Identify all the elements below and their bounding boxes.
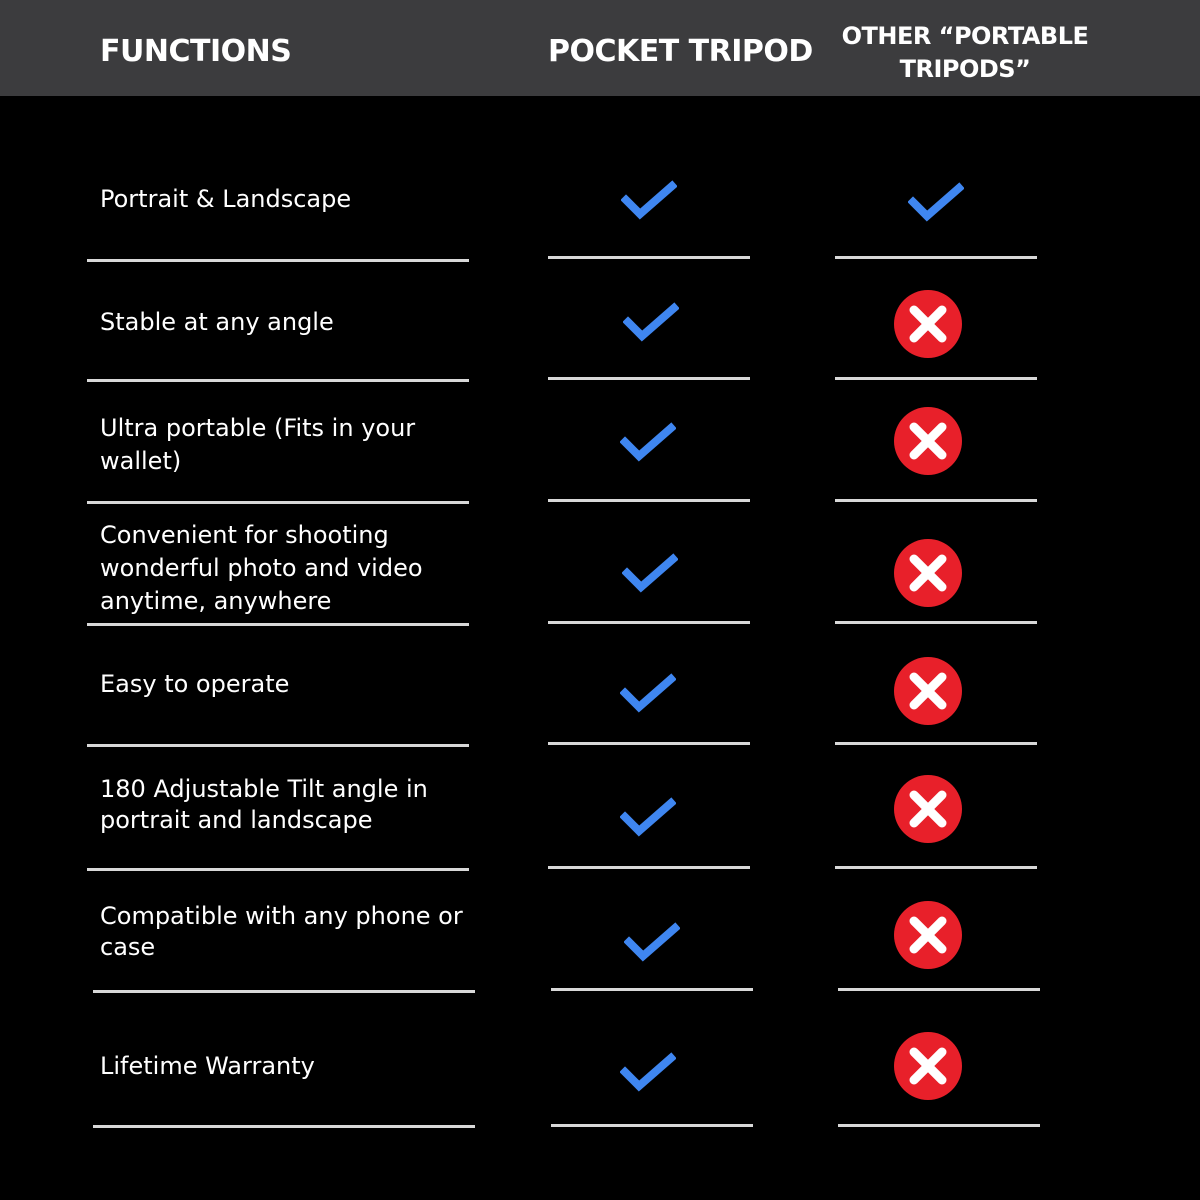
row-label: Convenient for shooting wonderful photo and video anytime, anywhere	[100, 521, 423, 615]
row-label: Easy to operate	[100, 670, 290, 698]
row-divider	[87, 501, 469, 504]
row-divider	[835, 621, 1037, 624]
row-divider	[87, 379, 469, 382]
check-icon	[620, 1052, 676, 1096]
row-divider	[835, 866, 1037, 869]
header-functions: FUNCTIONS	[100, 34, 292, 69]
row-divider	[548, 377, 750, 380]
check-icon	[623, 302, 679, 346]
x-icon	[893, 538, 963, 608]
x-icon	[893, 289, 963, 359]
row-divider	[87, 623, 469, 626]
row-divider	[87, 744, 469, 747]
x-icon	[893, 774, 963, 844]
x-icon	[893, 900, 963, 970]
header-other-tripods: OTHER “PORTABLE TRIPODS”	[841, 22, 1089, 83]
check-icon	[624, 922, 680, 966]
row-divider	[548, 621, 750, 624]
row-divider	[838, 988, 1040, 991]
row-divider	[835, 256, 1037, 259]
row-label: Portrait & Landscape	[100, 185, 352, 213]
row-divider	[835, 499, 1037, 502]
row-label: 180 Adjustable Tilt angle in portrait and landscape	[100, 775, 428, 834]
header-pocket-tripod: POCKET TRIPOD	[548, 34, 813, 69]
row-divider	[838, 1124, 1040, 1127]
check-icon	[620, 797, 676, 841]
row-divider	[93, 990, 475, 993]
row-label: Compatible with any phone or case	[100, 902, 463, 961]
check-icon	[622, 553, 678, 597]
row-divider	[87, 259, 469, 262]
row-divider	[548, 866, 750, 869]
row-divider	[835, 742, 1037, 745]
table-header	[0, 0, 1200, 96]
check-icon	[620, 422, 676, 466]
row-divider	[551, 1124, 753, 1127]
row-divider	[548, 256, 750, 259]
check-icon	[908, 182, 964, 226]
row-label: Ultra portable (Fits in your wallet)	[100, 414, 416, 475]
row-label: Lifetime Warranty	[100, 1052, 315, 1080]
row-divider	[548, 742, 750, 745]
row-divider	[835, 377, 1037, 380]
check-icon	[620, 673, 676, 717]
row-divider	[548, 499, 750, 502]
x-icon	[893, 406, 963, 476]
row-divider	[551, 988, 753, 991]
row-divider	[93, 1125, 475, 1128]
x-icon	[893, 1031, 963, 1101]
check-icon	[621, 180, 677, 224]
x-icon	[893, 656, 963, 726]
row-divider	[87, 868, 469, 871]
row-label: Stable at any angle	[100, 308, 334, 336]
